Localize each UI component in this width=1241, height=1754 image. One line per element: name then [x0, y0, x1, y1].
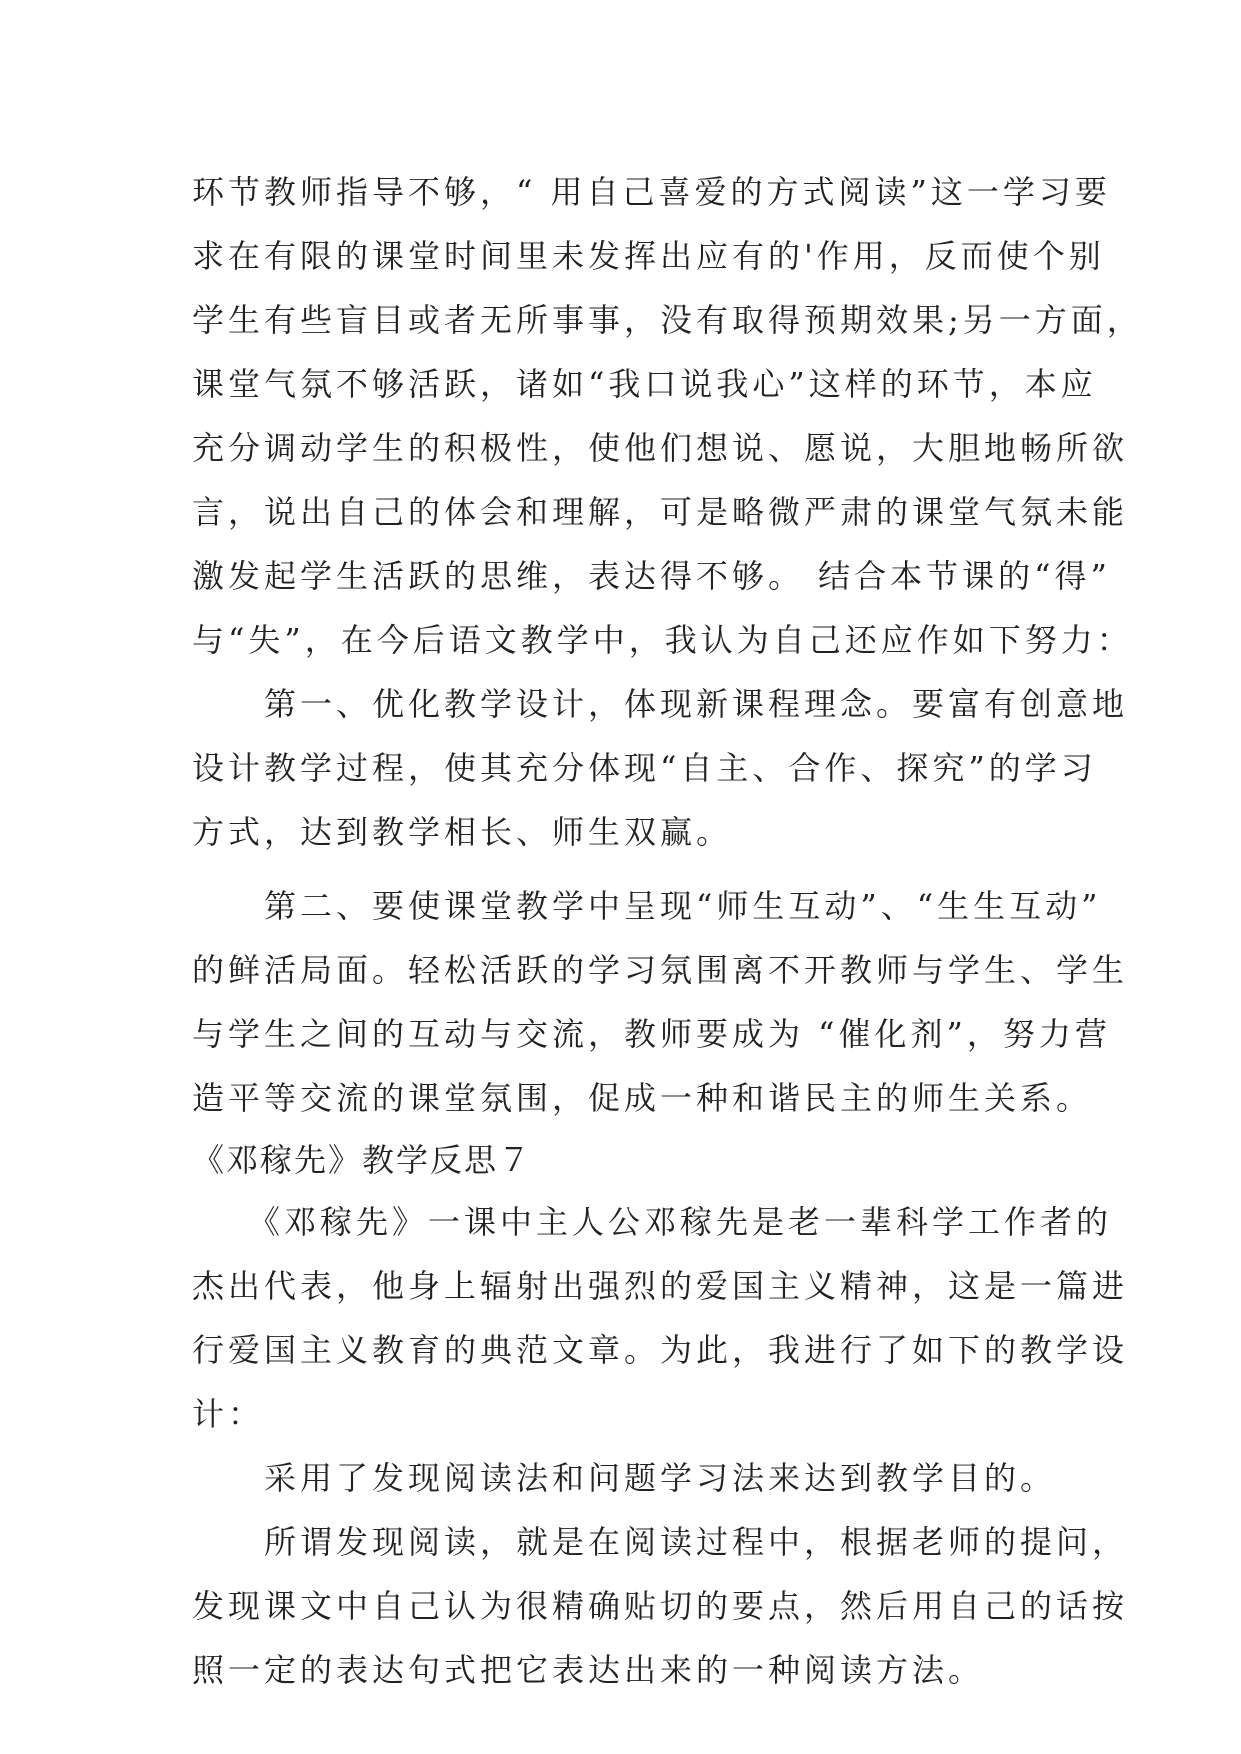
text-line: 课堂气氛不够活跃，诸如“我口说我心”这样的环节，本应: [192, 365, 1097, 403]
text-line: 所谓发现阅读，就是在阅读过程中，根据老师的提问，: [192, 1523, 1129, 1561]
section-heading: 《邓稼先》教学反思７: [192, 1141, 533, 1179]
text-line: 与“失”，在今后语文教学中，我认为自己还应作如下努力：: [192, 621, 1133, 659]
text-line: 采用了发现阅读法和问题学习法来达到教学目的。: [192, 1459, 1057, 1497]
text-line: 学生有些盲目或者无所事事，没有取得预期效果;另一方面，: [192, 301, 1143, 339]
text-line: 杰出代表，他身上辐射出强烈的爱国主义精神，这是一篇进: [192, 1267, 1129, 1305]
text-line: 方式，达到教学相长、师生双赢。: [192, 813, 733, 851]
text-line: 造平等交流的课堂氛围，促成一种和谐民主的师生关系。: [192, 1079, 1093, 1117]
paragraph-gap: [192, 864, 1052, 874]
document-body: [192, 160, 1143, 1702]
text-line: 行爱国主义教育的典范文章。为此，我进行了如下的教学设: [192, 1331, 1129, 1369]
text-line: 与学生之间的互动与交流，教师要成为 “催化剂”，努力营: [192, 1015, 1111, 1053]
text-line: 言，说出自己的体会和理解，可是略微严肃的课堂气氛未能: [192, 493, 1129, 531]
text-line: 照一定的表达句式把它表达出来的一种阅读方法。: [192, 1651, 985, 1689]
text-line: 设计教学过程，使其充分体现“自主、合作、探究”的学习: [192, 749, 1097, 787]
text-line: 《邓稼先》一课中主人公邓稼先是老一辈科学工作者的: [192, 1203, 1113, 1241]
text-line: 求在有限的课堂时间里未发挥出应有的'作用，反而使个别: [192, 237, 1105, 275]
text-line: 激发起学生活跃的思维，表达得不够。 结合本节课的“得”: [192, 557, 1111, 595]
text-line: 充分调动学生的积极性，使他们想说、愿说，大胆地畅所欲: [192, 429, 1129, 467]
text-line: 计：: [192, 1395, 265, 1433]
text-line: 第二、要使课堂教学中呈现“师生互动”、“生生互动”: [192, 887, 1102, 925]
text-line: 环节教师指导不够，“ 用自己喜爱的方式阅读”这一学习要: [192, 173, 1111, 211]
text-line: 发现课文中自己认为很精确贴切的要点，然后用自己的话按: [192, 1587, 1129, 1625]
text-line: 的鲜活局面。轻松活跃的学习氛围离不开教师与学生、学生: [192, 951, 1129, 989]
text-line: 第一、优化教学设计，体现新课程理念。要富有创意地: [192, 685, 1129, 723]
